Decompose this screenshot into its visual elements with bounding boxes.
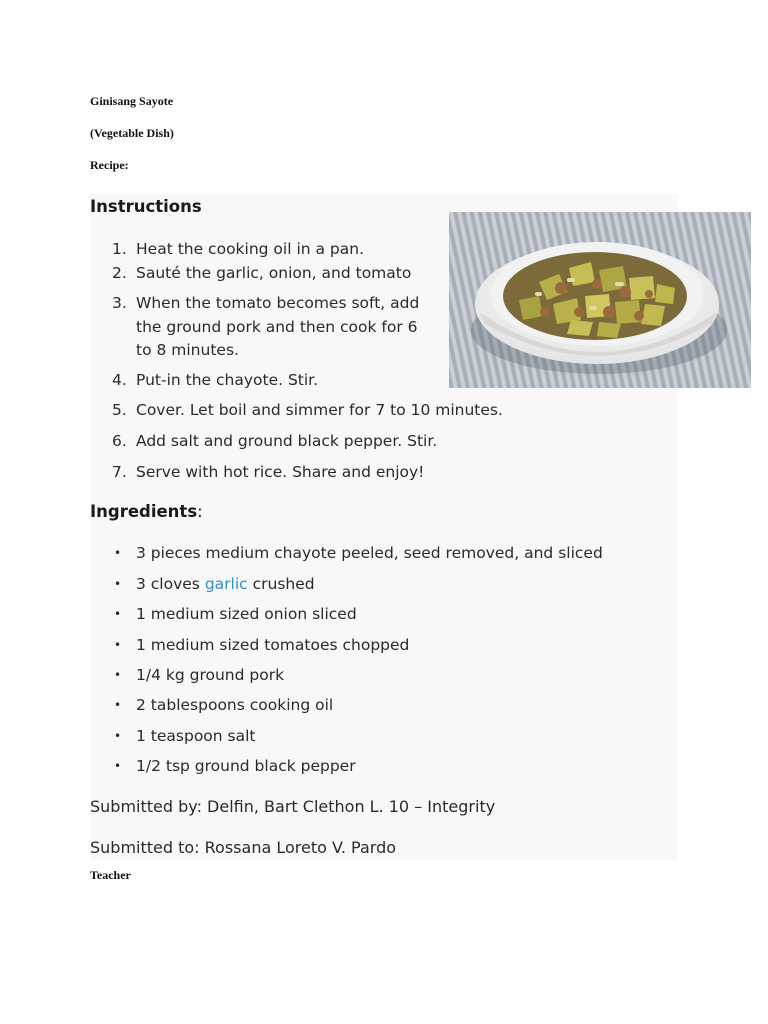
step-text: Heat the cooking oil in a pan. [136,240,365,258]
step-text: Cover. Let boil and simmer for 7 to 10 minutes. [136,401,503,419]
bullet: • [114,607,122,621]
ingredient-text: 1 medium sized onion sliced [136,605,357,623]
step-number: 7. [112,463,127,481]
submitted-to: Submitted to: Rossana Loreto V. Pardo [90,838,397,857]
ingredient-text: 1 teaspoon salt [136,727,256,745]
ingredient-text: 1/2 tsp ground black pepper [136,757,356,775]
step-text: When the tomato becomes soft, add [136,294,420,312]
instructions-heading: Instructions [90,197,202,216]
teacher-label: Teacher [90,868,131,882]
step-text: Add salt and ground black pepper. Stir. [136,432,438,450]
step-number: 1. [112,240,127,258]
ingredients-heading [90,502,203,521]
garlic-link[interactable]: garlic [204,575,248,593]
ingredient-text: 3 pieces medium chayote peeled, seed removed, and sliced [136,544,603,562]
recipe-label: Recipe: [90,158,129,172]
ingredients-heading-text: Ingredients [90,502,198,521]
step-number: 4. [112,371,127,389]
bullet: • [114,698,122,712]
submitted-by: Submitted by: Delfin, Bart Clethon L. 10 – Integrity [90,797,496,816]
bullet: • [114,638,122,652]
ingredient-text-before: 3 cloves [136,575,205,593]
ingredients-heading-colon: : [197,502,203,521]
bullet: • [114,668,122,682]
step-number: 6. [112,432,127,450]
bullet: • [114,577,122,591]
step-text: the ground pork and then cook for 6 [136,318,418,336]
document-title: Ginisang Sayote [90,94,174,108]
chayote-dish-photo [449,212,751,388]
ingredient-text-after: crushed [247,575,315,593]
step-number: 5. [112,401,127,419]
ingredient-text: 2 tablespoons cooking oil [136,696,334,714]
ingredient-text: 1/4 kg ground pork [136,666,285,684]
step-text: to 8 minutes. [136,341,239,359]
step-number: 2. [112,264,127,282]
step-text: Serve with hot rice. Share and enjoy! [136,463,425,481]
bullet: • [114,729,122,743]
bullet: • [114,759,122,773]
step-text: Sauté the garlic, onion, and tomato [136,264,412,282]
document-subtitle: (Vegetable Dish) [90,126,174,140]
ingredient-text: 1 medium sized tomatoes chopped [136,636,410,654]
bullet: • [114,546,122,560]
step-number: 3. [112,294,127,312]
ingredient-text [136,573,315,596]
step-text: Put-in the chayote. Stir. [136,371,319,389]
